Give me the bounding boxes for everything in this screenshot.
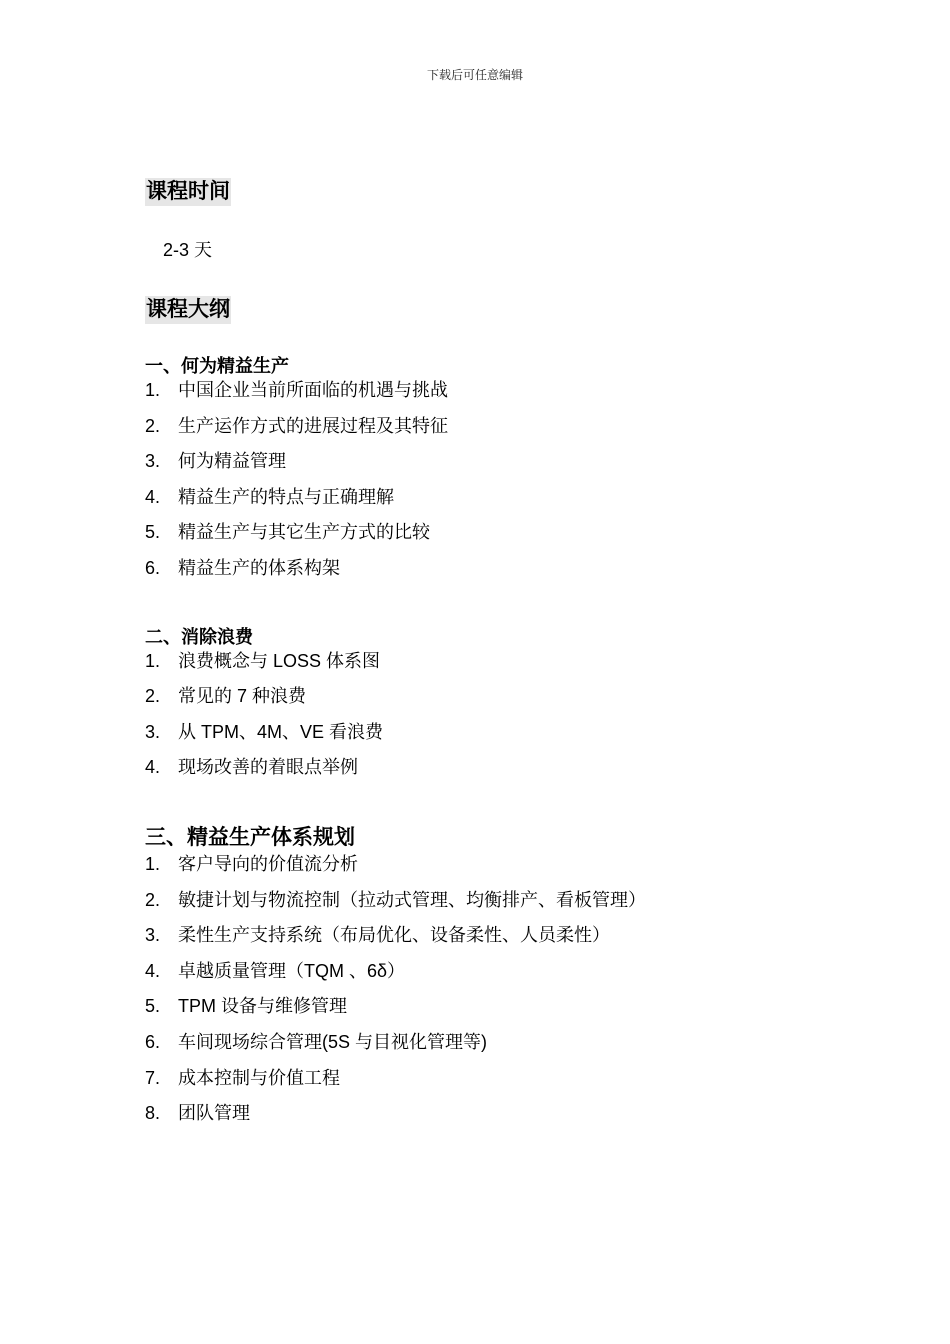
outline-block: [145, 296, 845, 324]
course-time-block: [145, 178, 845, 206]
item-text: 浪费概念与 LOSS 体系图: [178, 650, 381, 671]
list-item: [145, 888, 845, 924]
page-header-note: 下载后可任意编辑: [426, 68, 523, 82]
item-number: 4.: [145, 486, 161, 507]
section-list-eliminate-waste: [145, 649, 845, 791]
item-number: 5.: [145, 996, 161, 1017]
item-text: 车间现场综合管理(5S 与目视化管理等): [178, 1031, 488, 1052]
item-text: 生产运作方式的进展过程及其特征: [178, 415, 448, 436]
item-text: 团队管理: [178, 1103, 250, 1124]
course-time-heading: 课程时间: [145, 178, 231, 206]
section-title-eliminate-waste: 二、消除浪费: [145, 626, 253, 647]
item-number: 6.: [145, 1031, 161, 1052]
item-text: 柔性生产支持系统（布局优化、设备柔性、人员柔性）: [178, 925, 610, 946]
item-text: 精益生产的特点与正确理解: [178, 486, 394, 507]
item-number: 5.: [145, 522, 161, 543]
item-text: 何为精益管理: [178, 451, 286, 472]
item-text: 卓越质量管理（TQM 、6δ）: [178, 960, 406, 981]
item-text: 成本控制与价值工程: [178, 1067, 340, 1088]
list-item: [145, 994, 845, 1030]
item-text: 精益生产的体系构架: [178, 557, 340, 578]
item-number: 2.: [145, 889, 161, 910]
item-number: 7.: [145, 1067, 161, 1088]
section-list-lean-system-planning: [145, 852, 845, 1137]
list-item: [145, 378, 845, 414]
item-text: TPM 设备与维修管理: [178, 996, 347, 1017]
section-title-lean-system-planning: 三、精益生产体系规划: [145, 825, 355, 849]
list-item: [145, 414, 845, 450]
section-list-what-is-lean: [145, 378, 845, 592]
list-item: [145, 1030, 845, 1066]
item-text: 精益生产与其它生产方式的比较: [178, 522, 430, 543]
item-text: 现场改善的着眼点举例: [178, 757, 358, 778]
list-item: [145, 485, 845, 521]
list-item: [145, 649, 845, 685]
item-number: 6.: [145, 557, 161, 578]
item-number: 2.: [145, 415, 161, 436]
list-item: [145, 959, 845, 995]
list-item: [145, 556, 845, 592]
item-text: 敏捷计划与物流控制（拉动式管理、均衡排产、看板管理）: [178, 889, 646, 910]
list-item: [145, 449, 845, 485]
item-text: 常见的 7 种浪费: [178, 686, 307, 707]
item-number: 8.: [145, 1103, 161, 1124]
document-body: [145, 178, 845, 1137]
list-item: [145, 755, 845, 791]
list-item: [145, 684, 845, 720]
list-item: [145, 1101, 845, 1137]
list-item: [145, 720, 845, 756]
item-number: 1.: [145, 853, 161, 874]
item-number: 1.: [145, 380, 161, 400]
item-number: 2.: [145, 686, 161, 707]
list-item: [145, 923, 845, 959]
item-number: 4.: [145, 757, 161, 778]
list-item: [145, 852, 845, 888]
item-number: 4.: [145, 960, 161, 981]
item-text: 中国企业当前所面临的机遇与挑战: [178, 380, 448, 400]
course-duration: 2-3 天: [163, 240, 213, 260]
list-item: [145, 1066, 845, 1102]
item-number: 3.: [145, 451, 161, 472]
outline-heading: 课程大纲: [145, 296, 231, 324]
item-number: 3.: [145, 925, 161, 946]
item-number: 3.: [145, 721, 161, 742]
item-text: 从 TPM、4M、VE 看浪费: [178, 721, 384, 742]
section-title-what-is-lean: 一、何为精益生产: [145, 356, 289, 376]
item-text: 客户导向的价值流分析: [178, 853, 358, 874]
item-number: 1.: [145, 650, 161, 671]
list-item: [145, 520, 845, 556]
